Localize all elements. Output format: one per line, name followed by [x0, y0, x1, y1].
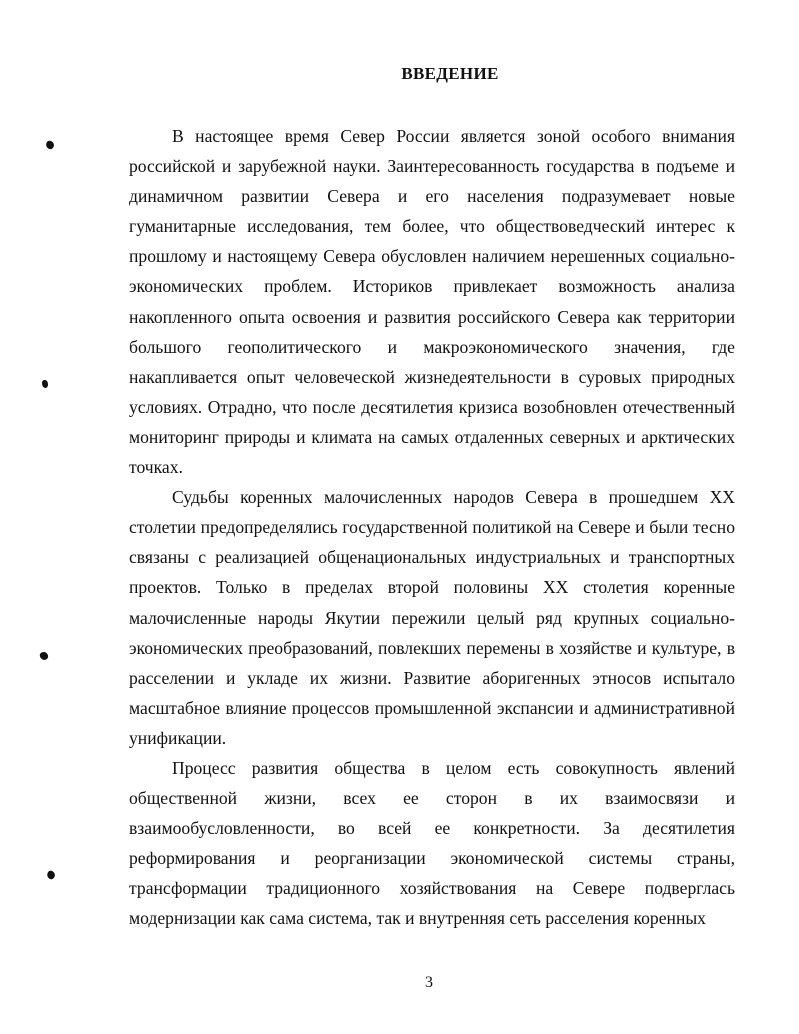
paragraph: Процесс развития общества в целом есть совокупность явлений общественной жизни, всех ее сторон в их взаимосвязи и взаимообусловленности, во всей ее конкретности. За десятилетия реформирования и реорганизации экономической системы страны, трансформации традиционного хозяйствования на Севере подверглась модернизации как сама система, так и внутренняя сеть расселения коренных	[129, 757, 735, 929]
page-number: 3	[425, 974, 433, 991]
page-title: ВВЕДЕНИЕ	[401, 64, 499, 83]
paragraph: В настоящее время Север России является зоной особого внимания российской и зарубежной науки. Заинтересованность государства в подъеме и динамичном развитии Севера и его населения подразумевает новые гуманитарные исследования, тем более, что обществоведческий интерес к прошлому и настоящему Севера обусловлен наличием нерешенных социально-экономических проблем. Историков привлекает возможность анализа накопленного опыта освоения и развития российского Севера как территории большого геополитического и макроэкономического значения, где накапливается опыт человеческой жизнедеятельности в суровых природных условиях. Отрадно, что после десятилетия кризиса возобновлен отечественный мониторинг природы и климата на самых отдаленных северных и арктических точках.	[129, 126, 735, 478]
paragraph: Судьбы коренных малочисленных народов Севера в прошедшем XX столетии предопределялись государственной политикой на Севере и были тесно связаны с реализацией общенациональных индустриальных и транспортных проектов. Только в пределах второй половины XX столетия коренные малочисленные народы Якутии пережили целый ряд крупных социально-экономических преобразований, повлекших перемены в хозяйстве и культуре, в расселении и укладе их жизни. Развитие аборигенных этносов испытало масштабное влияние процессов промышленной экспансии и административной унификации.	[129, 487, 735, 748]
scan-speck	[39, 651, 49, 661]
scan-speck	[45, 140, 55, 150]
scan-speck	[42, 380, 48, 388]
scan-speck	[46, 870, 57, 881]
body-text	[129, 121, 735, 934]
